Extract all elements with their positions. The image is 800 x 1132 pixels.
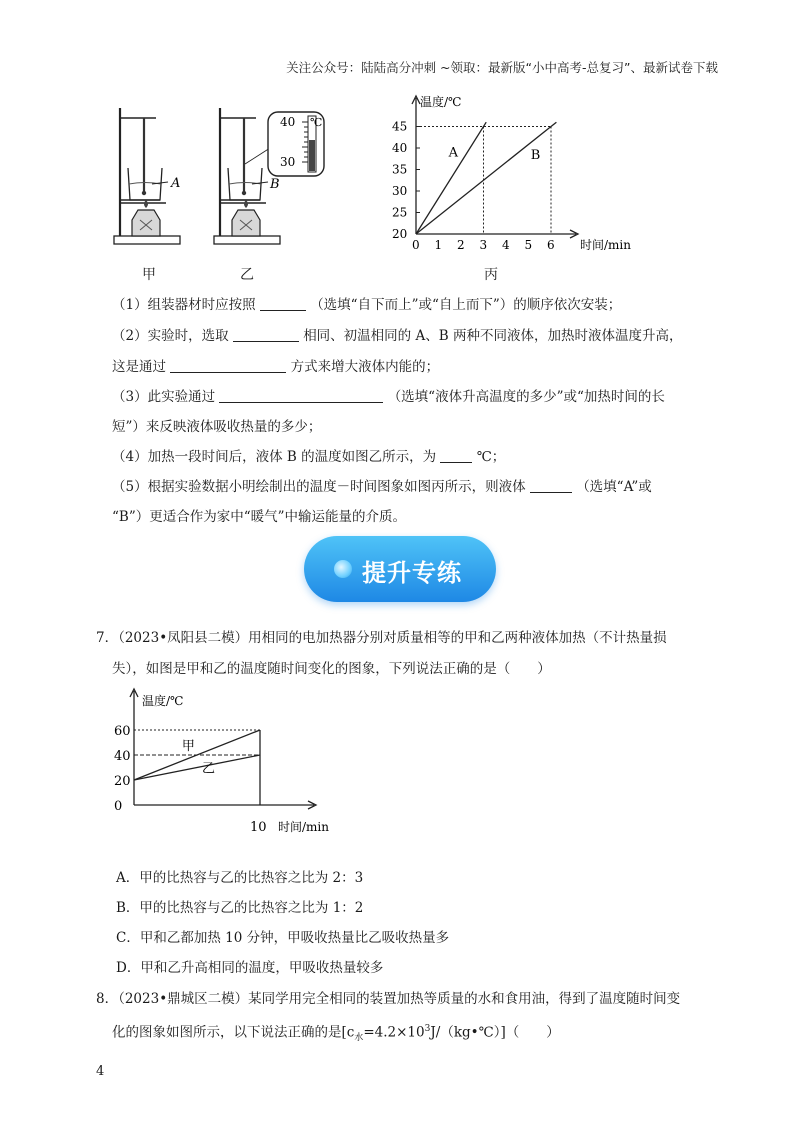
q7-option-a[interactable]: A．甲的比热容与乙的比热容之比为 2：3 [116,870,364,886]
q7-option-b[interactable]: B．甲的比热容与乙的比热容之比为 1：2 [116,900,364,916]
y-tick-label: 30 [392,184,408,198]
x-tick-label: 2 [457,238,465,252]
series-line-b [416,122,556,234]
page-number: 4 [96,1064,105,1079]
question-line-2: （2）实验时，选取 相同、初温相同的 A、B 两种不同液体，加热时液体温度升高， [112,328,683,344]
question-line-5: 短”）来反映液体吸收热量的多少； [112,419,322,435]
series-label-a: A [448,145,459,161]
q8-stem-line-1: 8．（2023•鼎城区二模）某同学用完全相同的装置加热等质量的水和食用油，得到了温度随时间变 [96,991,681,1007]
figure-label-jia: 甲 [142,267,156,283]
series-line-yi [134,755,260,780]
y-tick-label: 20 [392,227,408,241]
answer-blank-3[interactable] [170,359,286,373]
series-label-jia: 甲 [181,739,195,754]
answer-blank-6[interactable] [530,479,572,493]
badge-label: 提升专练 [362,559,462,587]
question-line-3: 这是通过 方式来增大液体内能的； [112,359,440,375]
series-line-a [416,122,486,234]
question-line-6: （4）加热一段时间后，液体 B 的温度如图乙所示，为 ℃； [112,449,506,465]
page-header: 关注公众号：陆陆高分冲刺 ~领取：最新版“小中高考-总复习”、最新试卷下载 [286,60,718,75]
x-tick-label: 3 [479,238,488,252]
x-axis-label: 时间/min [278,820,329,834]
y-tick-label: 40 [392,141,408,155]
liquid-label-b: B [270,177,280,192]
y-tick-label: 45 [392,119,408,134]
x-tick-label: 4 [502,238,510,252]
figure-label-yi: 乙 [240,267,254,283]
y-axis-label: 温度/℃ [142,694,184,708]
answer-blank-2[interactable] [233,328,299,342]
y-tick-label: 35 [392,162,408,177]
y-tick-label: 60 [114,724,131,739]
graph-bing [384,90,654,260]
q7-option-d[interactable]: D．甲和乙升高相同的温度，甲吸收热量较多 [116,960,384,976]
y-tick-label: 20 [114,774,131,789]
liquid-label-a: A [171,176,181,191]
x-tick-label: 10 [250,820,267,835]
x-tick-label: 6 [547,238,555,252]
apparatus-yi [208,104,338,246]
question-line-1: （1）组装器材时应按照 （选填“自下而上”或“自上而下”）的顺序依次安装； [112,297,622,313]
thermo-unit: ℃ [310,116,323,129]
alcohol-lamp [132,210,160,236]
x-axis-label: 时间/min [580,238,631,252]
y-tick-label: 40 [114,749,131,764]
question-line-8: “B”）更适合作为家中“暖气”中输运能量的介质。 [112,509,407,525]
apparatus-jia [110,104,186,246]
stand-base [114,236,180,244]
y-tick-label: 0 [114,799,123,814]
y-axis-label: 温度/℃ [420,95,462,109]
figure-label-bing: 丙 [484,267,498,283]
series-label-b: B [530,147,541,163]
q7-stem-line-2: 失），如图是甲和乙的温度随时间变化的图象，下列说法正确的是（ ） [112,661,551,677]
practice-section-badge [304,536,496,602]
sparkle-icon [334,560,352,578]
y-tick-label: 25 [392,205,408,220]
answer-blank-5[interactable] [440,449,472,463]
x-tick-label: 1 [434,238,443,252]
thermo-mark-30: 30 [280,155,296,169]
question-line-4: （3）此实验通过 （选填“液体升高温度的多少”或“加热时间的长 [112,389,665,405]
thermo-mark-40: 40 [280,115,296,129]
q7-option-c[interactable]: C．甲和乙都加热 10 分钟，甲吸收热量比乙吸收热量多 [116,930,450,946]
answer-blank-1[interactable] [260,297,306,311]
q8-stem-line-2: 化的图象如图所示，以下说法正确的是$[c_水=4.2\times 10^3J/(kg•℃)]$（ ） [112,1024,560,1044]
question-line-7: （5）根据实验数据小明绘制出的温度－时间图象如图丙所示，则液体 （选填“A”或 [112,479,652,495]
x-tick-label: 5 [524,238,533,252]
q7-stem-line-1: 7．（2023•凤阳县二模）用相同的电加热器分别对质量相等的甲和乙两种液体加热（不计热量损 [96,630,667,646]
series-label-yi: 乙 [202,761,216,777]
graph-q7 [100,685,350,845]
x-tick-label: 0 [412,238,420,252]
answer-blank-4[interactable] [219,389,383,403]
